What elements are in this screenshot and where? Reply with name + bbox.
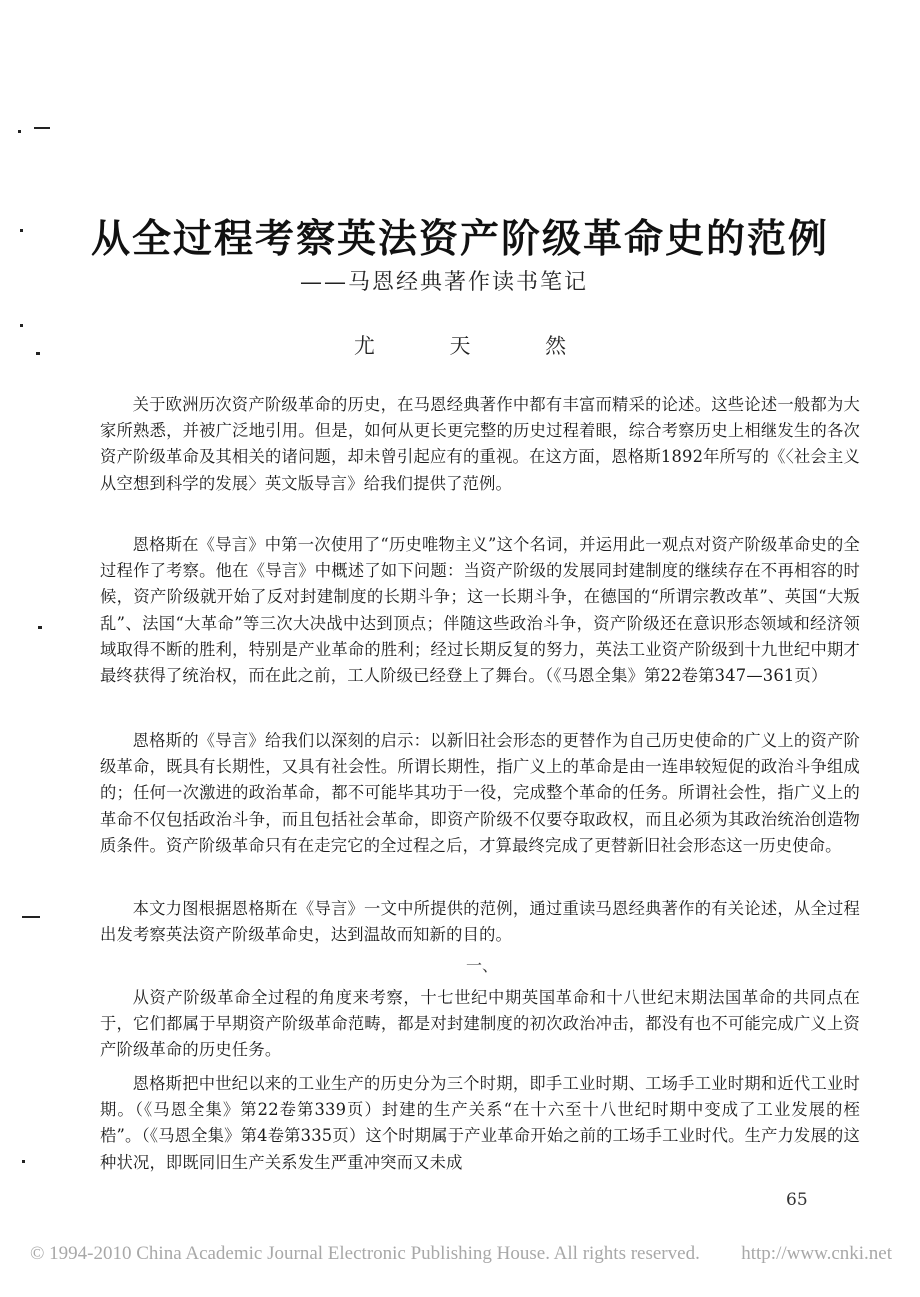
body-paragraph: 恩格斯在《导言》中第一次使用了“历史唯物主义”这个名词，并运用此一观点对资产阶级革命史的全过程作了考察。他在《导言》中概述了如下问题：当资产阶级的发展同封建制度的继续存在不再相容的时候，资产阶级就开始了反对封建制度的长期斗争；这一长期斗争，在德国的“所谓宗教改革”、英国“大叛乱”、法国“大革命”等三次大决战中达到顶点；伴随这些政治斗争，资产阶级还在意识形态领域和经济领域取得不断的胜利，特别是产业革命的胜利；经过长期反复的努力，英法工业资产阶级到十九世纪中期才最终获得了统治权，而在此之前，工人阶级已经登上了舞台。（《马恩全集》第22卷第347—361页） <box>100 535 860 686</box>
body-paragraph: 关于欧洲历次资产阶级革命的历史，在马恩经典著作中都有丰富而精采的论述。这些论述一般都为大家所熟悉，并被广泛地引用。但是，如何从更长更完整的历史过程着眼，综合考察历史上相继发生的各次资产阶级革命及其相关的诸问题，却未曾引起应有的重视。在这方面，恩格斯1892年所写的《〈社会主义从空想到科学的发展〉英文版导言》给我们提供了范例。 <box>100 395 860 493</box>
scan-mark <box>20 324 23 327</box>
scan-mark <box>18 130 21 133</box>
scan-mark <box>22 1160 25 1163</box>
article-subtitle: ——马恩经典著作读书笔记 <box>300 270 589 295</box>
copyright-footer <box>30 1243 892 1265</box>
section-heading: 一、 <box>466 956 499 975</box>
article-title: 从全过程考察英法资产阶级革命史的范例 <box>90 217 829 263</box>
copyright-text: © 1994-2010 China Academic Journal Electronic Publishing House. All rights reserved. <box>30 1243 700 1264</box>
body-paragraph: 本文力图根据恩格斯在《导言》一文中所提供的范例，通过重读马恩经典著作的有关论述，从全过程出发考察英法资产阶级革命史，达到温故而知新的目的。 <box>100 899 860 945</box>
scan-mark <box>34 127 50 129</box>
footer-url: http://www.cnki.net <box>741 1243 892 1264</box>
article-author: 尤 天 然 <box>353 334 601 358</box>
body-paragraph: 恩格斯把中世纪以来的工业生产的历史分为三个时期，即手工业时期、工场手工业时期和近代工业时期。（《马恩全集》第22卷第339页）封建的生产关系“在十六至十八世纪时期中变成了工业发展的桎梏”。（《马恩全集》第4卷第335页）这个时期属于产业革命开始之前的工场手工业时代。生产力发展的这种状况，即既同旧生产关系发生严重冲突而又未成 <box>100 1074 860 1172</box>
body-paragraph: 从资产阶级革命全过程的角度来考察，十七世纪中期英国革命和十八世纪末期法国革命的共同点在于，它们都属于早期资产阶级革命范畴，都是对封建制度的初次政治冲击，都没有也不可能完成广义上资产阶级革命的历史任务。 <box>100 988 860 1060</box>
page-number: 65 <box>786 1190 808 1210</box>
body-paragraph: 恩格斯的《导言》给我们以深刻的启示：以新旧社会形态的更替作为自己历史使命的广义上的资产阶级革命，既具有长期性，又具有社会性。所谓长期性，指广义上的革命是由一连串较短促的政治斗争组成的；任何一次激进的政治革命，都不可能毕其功于一役，完成整个革命的任务。所谓社会性，指广义上的革命不仅包括政治斗争，而且包括社会革命，即资产阶级不仅要夺取政权，而且必须为其政治统治创造物质条件。资产阶级革命只有在走完它的全过程之后，才算最终完成了更替新旧社会形态这一历史使命。 <box>100 731 860 855</box>
scan-mark <box>22 916 40 918</box>
scan-mark <box>38 626 42 629</box>
